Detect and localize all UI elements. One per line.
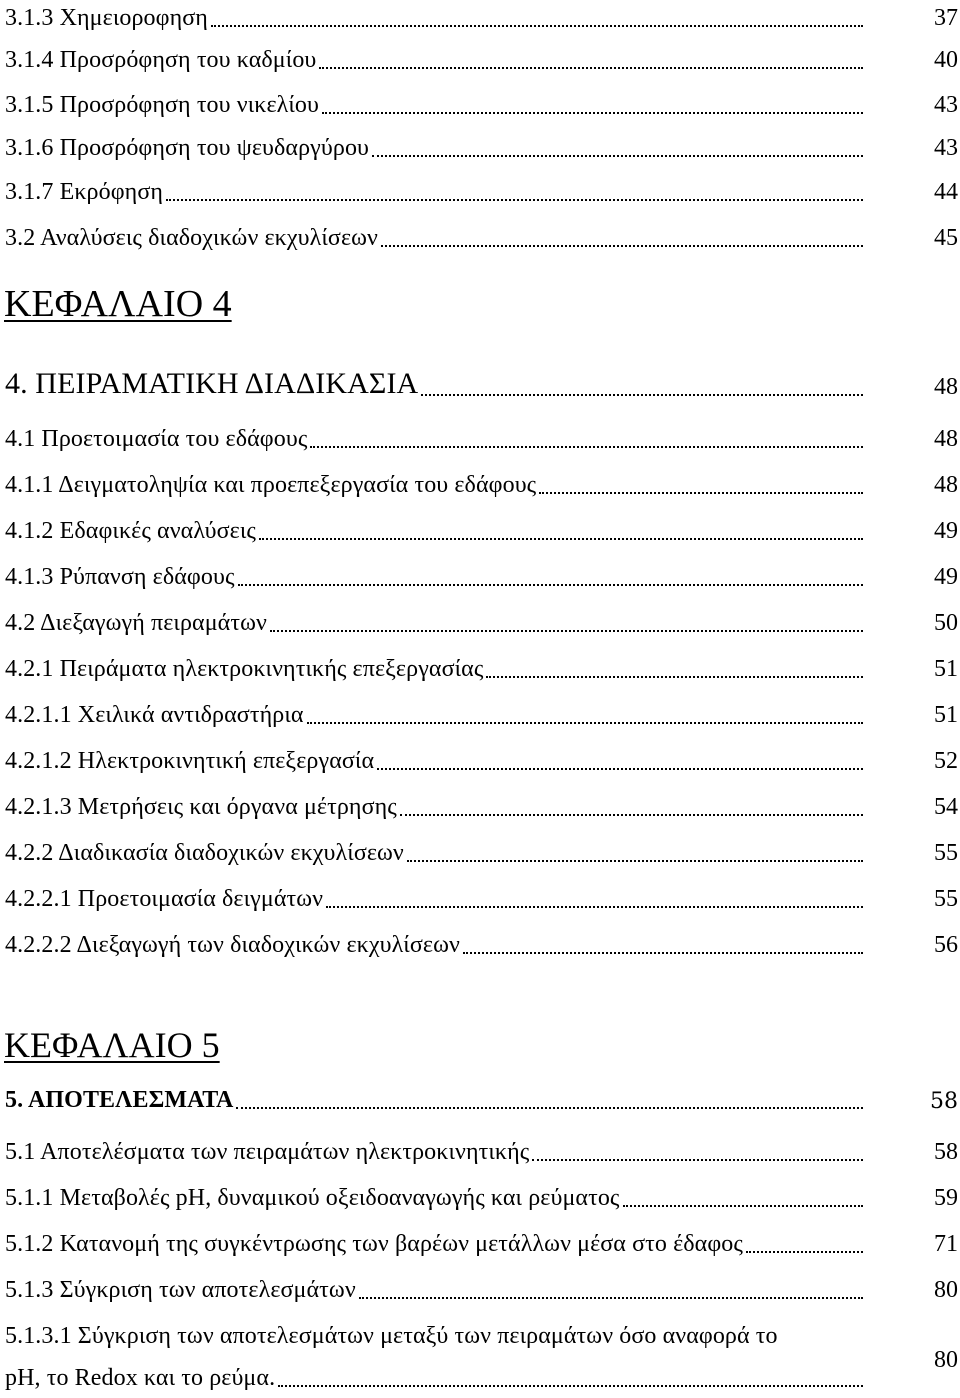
toc-entry[interactable] [0, 697, 960, 737]
dot-leader [407, 860, 863, 862]
dot-leader [211, 25, 863, 27]
toc-entry-label: 3.1.7 Εκρόφηση [5, 179, 164, 205]
toc-entry[interactable] [0, 513, 960, 553]
toc-entry-page-number: 80 [934, 1347, 958, 1373]
dot-leader [381, 245, 863, 247]
toc-entry[interactable] [0, 605, 960, 645]
dot-leader [421, 394, 863, 396]
toc-entry-page-number: 49 [934, 564, 958, 590]
dot-leader [746, 1251, 863, 1253]
toc-entry[interactable] [0, 130, 960, 170]
chapter-heading: ΚΕΦΑΛΑΙΟ 5 [4, 1025, 220, 1065]
toc-entry[interactable] [0, 835, 960, 875]
toc-entry-page-number: 44 [934, 179, 958, 205]
toc-entry-page-number: 51 [934, 656, 958, 682]
chapter-title-entry[interactable] [0, 369, 960, 409]
toc-entry-page-number: 59 [934, 1185, 958, 1211]
dot-leader [539, 492, 863, 494]
toc-entry-label: 3.1.5 Προσρόφηση του νικελίου [5, 92, 319, 118]
toc-entry-label: 5.1.1 Μεταβολές pH, δυναμικού οξειδοαναγωγής και ρεύματος [5, 1185, 620, 1211]
toc-entry-label: 4. ΠΕΙΡΑΜΑΤΙΚΗ ΔΙΑΔΙΚΑΣΙΑ [5, 367, 419, 400]
toc-entry[interactable] [0, 174, 960, 214]
toc-entry-page-number: 43 [934, 135, 958, 161]
toc-entry-page-number: 50 [934, 610, 958, 636]
toc-entry-page-number: 55 [934, 840, 958, 866]
dot-leader [166, 199, 863, 201]
toc-entry[interactable] [0, 1180, 960, 1220]
toc-entry-page-number: 48 [934, 374, 958, 400]
toc-entry-label: 4.1.3 Ρύπανση εδάφους [5, 564, 235, 590]
dot-leader [270, 630, 863, 632]
dot-leader [377, 768, 863, 770]
toc-entry[interactable] [0, 927, 960, 967]
toc-entry-page-number: 52 [934, 748, 958, 774]
toc-entry[interactable] [0, 559, 960, 599]
toc-entry-label: 5. ΑΠΟΤΕΛΕΣΜΑΤΑ [5, 1087, 234, 1113]
toc-entry-page-number: 48 [934, 472, 958, 498]
toc-entry-label: 5.1.2 Κατανομή της συγκέντρωσης των βαρέων μετάλλων μέσα στο έδαφος [5, 1231, 743, 1257]
toc-entry[interactable] [0, 1226, 960, 1266]
toc-entry[interactable] [0, 1272, 960, 1312]
dot-leader [623, 1205, 863, 1207]
toc-entry-label: 4.2.1.1 Χειλικά αντιδραστήρια [5, 702, 304, 728]
toc-entry-page-number: 37 [934, 5, 958, 31]
dot-leader [532, 1159, 863, 1161]
toc-entry[interactable] [0, 0, 960, 40]
dot-leader [236, 1107, 863, 1109]
dot-leader [319, 67, 863, 69]
toc-entry-label: 5.1.3 Σύγκριση των αποτελεσμάτων [5, 1277, 356, 1303]
dot-leader [463, 952, 863, 954]
dot-leader [278, 1385, 863, 1387]
toc-entry-label: 4.1.2 Εδαφικές αναλύσεις [5, 518, 256, 544]
toc-entry-label: 4.1 Προετοιμασία του εδάφους [5, 426, 308, 452]
toc-entry[interactable] [0, 881, 960, 921]
toc-entry-label: 4.2.1.2 Ηλεκτροκινητική επεξεργασία [5, 748, 375, 774]
dot-leader [307, 722, 863, 724]
dot-leader [359, 1297, 863, 1299]
dot-leader [310, 446, 863, 448]
toc-entry-page-number: 54 [934, 794, 958, 820]
toc-entry-page-number: 49 [934, 518, 958, 544]
toc-entry[interactable] [0, 1134, 960, 1174]
chapter-heading: ΚΕΦΑΛΑΙΟ 4 [4, 283, 232, 325]
toc-entry-label: 4.2.1.3 Μετρήσεις και όργανα μέτρησης [5, 794, 397, 820]
dot-leader [259, 538, 863, 540]
toc-entry-page-number: 48 [934, 426, 958, 452]
toc-entry-label: 4.2.2 Διαδικασία διαδοχικών εκχυλίσεων [5, 840, 404, 866]
toc-entry-label: 3.2 Αναλύσεις διαδοχικών εκχυλίσεων [5, 225, 378, 251]
toc-entry-label: 4.2.1 Πειράματα ηλεκτροκινητικής επεξεργασίας [5, 656, 484, 682]
toc-entry-label: 3.1.3 Χημειοροφηση [5, 5, 208, 31]
chapter-title-entry[interactable] [0, 1082, 960, 1122]
toc-entry-label: 4.2.2.2 Διεξαγωγή των διαδοχικών εκχυλίσεων [5, 932, 460, 958]
toc-entry-page-number: 40 [934, 47, 958, 73]
toc-entry-page-number: 43 [934, 92, 958, 118]
dot-leader [322, 112, 863, 114]
dot-leader [326, 906, 863, 908]
toc-entry-page-number: 55 [934, 886, 958, 912]
toc-entry-label: 4.2 Διεξαγωγή πειραμάτων [5, 610, 267, 636]
toc-entry[interactable] [0, 87, 960, 127]
toc-entry-page-number: 58 [934, 1139, 958, 1165]
toc-entry-page-number: 58 [930, 1089, 958, 1114]
toc-entry-label-line2: pH, το Redox και το ρεύμα. [5, 1365, 276, 1391]
toc-entry-label: 3.1.4 Προσρόφηση του καδμίου [5, 47, 317, 73]
toc-entry-label: 4.1.1 Δειγματοληψία και προεπεξεργασία του εδάφους [5, 472, 537, 498]
dot-leader [372, 155, 863, 157]
dot-leader [238, 584, 863, 586]
toc-entry-page-number: 45 [934, 225, 958, 251]
toc-entry[interactable] [0, 743, 960, 783]
toc-entry[interactable] [0, 789, 960, 829]
toc-entry-page-number: 51 [934, 702, 958, 728]
toc-entry[interactable] [0, 42, 960, 82]
toc-entry-label: 5.1 Αποτελέσματα των πειραμάτων ηλεκτροκινητικής [5, 1139, 530, 1165]
toc-entry-page-number: 71 [934, 1231, 958, 1257]
toc-entry[interactable] [0, 651, 960, 691]
toc-entry-label-line1: 5.1.3.1 Σύγκριση των αποτελεσμάτων μεταξύ των πειραμάτων όσο αναφορά το [5, 1323, 778, 1349]
toc-entry-label: 4.2.2.1 Προετοιμασία δειγμάτων [5, 886, 324, 912]
toc-entry-label: 3.1.6 Προσρόφηση του ψευδαργύρου [5, 135, 370, 161]
toc-entry[interactable] [0, 421, 960, 461]
toc-entry[interactable] [0, 467, 960, 507]
toc-entry[interactable] [0, 220, 960, 260]
toc-entry[interactable] [0, 1318, 960, 1398]
toc-entry-page-number: 56 [934, 932, 958, 958]
dot-leader [400, 814, 863, 816]
toc-entry-page-number: 80 [934, 1277, 958, 1303]
dot-leader [486, 676, 863, 678]
